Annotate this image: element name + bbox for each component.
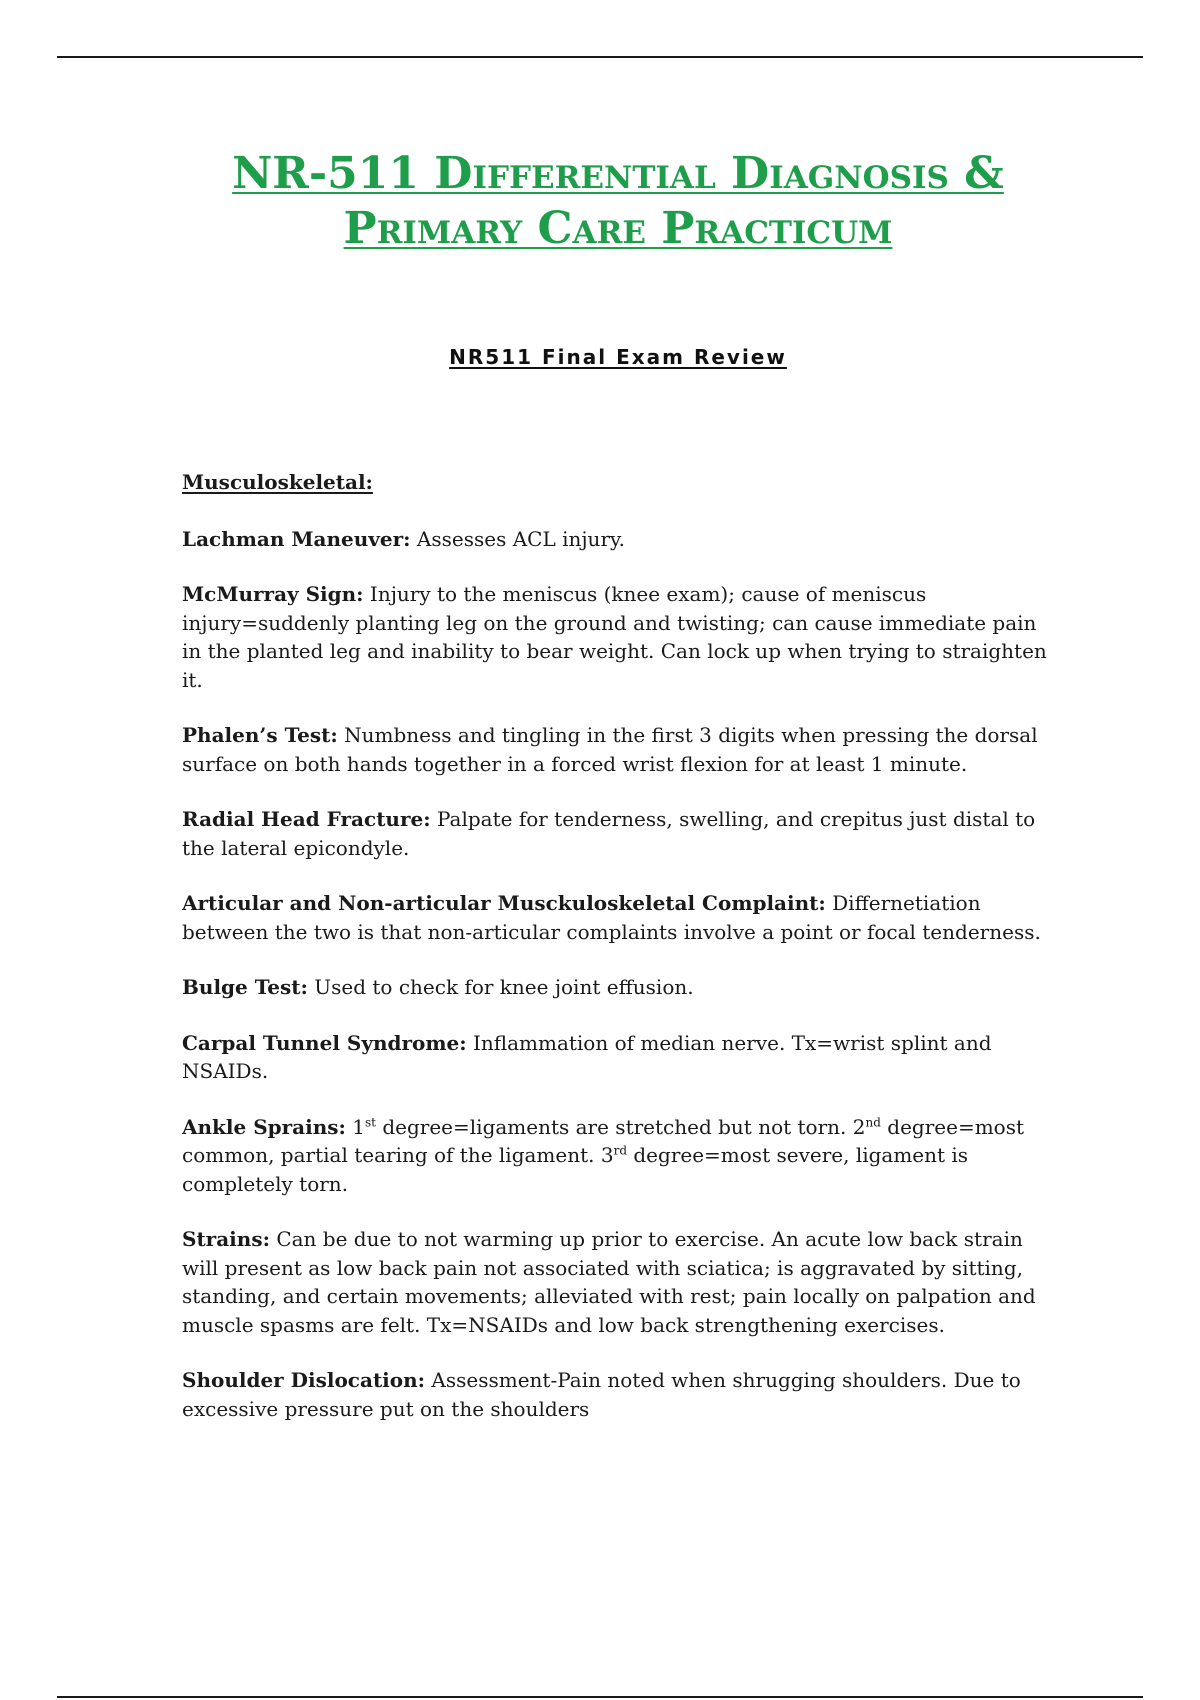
section-heading: Musculoskeletal: <box>182 470 373 494</box>
top-rule <box>57 56 1143 58</box>
entry-text: degree=most common, partial tearing of the ligament. 3 <box>182 1114 1025 1167</box>
entry-text: Assessment-Pain noted when shrugging shoulders. Due to excessive pressure put on the shoulders <box>182 1368 1021 1421</box>
entry-mcmurray-sign <box>182 580 1062 694</box>
document-subtitle <box>0 344 1200 370</box>
entry-text: 1 <box>345 1114 365 1139</box>
entry-text: Assesses ACL injury. <box>410 526 625 551</box>
bottom-rule <box>57 1696 1143 1698</box>
entry-term: McMurray Sign: <box>182 582 364 606</box>
entry-articular-complaint <box>182 889 1062 946</box>
entry-term: Articular and Non-articular Musckuloskeletal Complaint: <box>182 891 826 915</box>
entry-text: Inflammation of median nerve. Tx=wrist splint and NSAIDs. <box>182 1030 992 1083</box>
entry-bulge-test <box>182 973 1062 1002</box>
entry-term: Lachman Maneuver: <box>182 526 411 551</box>
entry-term: Radial Head Fracture: <box>182 807 431 831</box>
entry-term: Bulge Test: <box>182 975 308 999</box>
document-title-line-1: NR-511 Differential Diagnosis & <box>232 148 1004 199</box>
entry-text: Palpate for tenderness, swelling, and crepitus just distal to the lateral epicondyle. <box>182 807 1036 860</box>
entry-shoulder-dislocation <box>182 1366 1062 1423</box>
entry-term: Phalen’s Test: <box>182 723 338 747</box>
entry-phalens-test <box>182 721 1062 778</box>
document-body <box>182 468 1062 1450</box>
entry-ankle-sprains <box>182 1113 1062 1199</box>
entry-carpal-tunnel-syndrome <box>182 1029 1062 1086</box>
entry-text: Used to check for knee joint effusion. <box>307 975 694 999</box>
document-title-line-2: Primary Care Practicum <box>343 203 893 254</box>
superscript-st: st <box>365 1114 376 1129</box>
entry-text: Numbness and tingling in the first 3 digits when pressing the dorsal surface on both hands together in a forced wrist flexion for at least 1 minute. <box>182 723 1038 776</box>
superscript-rd: rd <box>613 1143 628 1158</box>
entry-text: Injury to the meniscus (knee exam); cause of meniscus injury=suddenly planting leg on the ground and twisting; can cause immediate pain in the planted leg and inability to bear weight. Can lock up when trying to straighten it. <box>182 582 1047 692</box>
document-title <box>0 146 1200 256</box>
entry-lachman-maneuver <box>182 525 1062 554</box>
entry-term: Shoulder Dislocation: <box>182 1368 426 1392</box>
entry-term: Strains: <box>182 1227 270 1251</box>
entry-text: Differnetiation between the two is that non-articular complaints involve a point or focal tenderness. <box>182 891 1041 944</box>
entry-text: Can be due to not warming up prior to exercise. An acute low back strain will present as low back pain not associated with sciatica; is aggravated by sitting, standing, and certain movements; alleviated with rest; pain locally on palpation and muscle spasms are felt. Tx=NSAIDs and low back strengthening exercises. <box>182 1227 1036 1337</box>
entry-text: degree=ligaments are stretched but not torn. 2 <box>375 1114 866 1139</box>
entry-text: degree=most severe, ligament is completely torn. <box>182 1143 969 1196</box>
subtitle-text: NR511 Final Exam Review <box>449 345 787 369</box>
entry-radial-head-fracture <box>182 805 1062 862</box>
entry-term: Ankle Sprains: <box>182 1114 346 1139</box>
entry-strains <box>182 1225 1062 1339</box>
entry-term: Carpal Tunnel Syndrome: <box>182 1030 467 1055</box>
superscript-nd: nd <box>865 1114 881 1129</box>
